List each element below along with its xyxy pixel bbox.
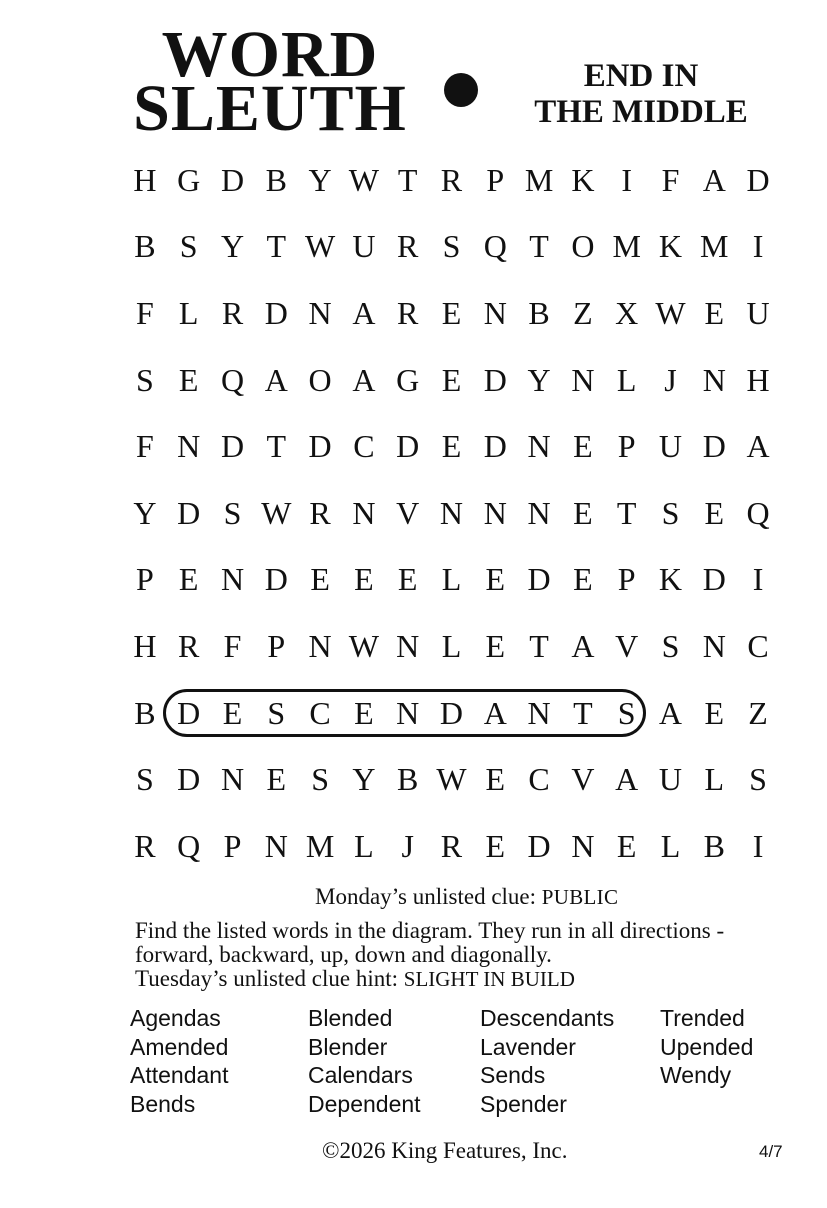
word-list-item: Descendants bbox=[480, 1005, 615, 1031]
grid-cell[interactable]: P bbox=[617, 561, 636, 598]
grid-cell[interactable]: R bbox=[134, 827, 156, 864]
grid-cell[interactable]: I bbox=[621, 161, 632, 198]
grid-cell[interactable]: E bbox=[222, 694, 243, 731]
grid-cell[interactable]: R bbox=[397, 294, 419, 331]
grid-cell[interactable]: O bbox=[571, 228, 595, 265]
grid-cell[interactable]: L bbox=[616, 361, 637, 398]
grid-cell[interactable]: S bbox=[617, 694, 636, 731]
grid-cell[interactable]: A bbox=[746, 428, 770, 465]
word-list-item: Attendant bbox=[130, 1062, 229, 1088]
grid-cell[interactable]: E bbox=[354, 561, 374, 598]
found-word-oval bbox=[163, 689, 646, 737]
grid-cell[interactable]: Y bbox=[308, 161, 332, 198]
grid-cell[interactable]: T bbox=[266, 428, 287, 465]
grid-cell[interactable]: D bbox=[483, 428, 507, 465]
grid-cell[interactable]: C bbox=[528, 761, 550, 798]
grid-cell[interactable]: E bbox=[310, 561, 330, 598]
tuesday-clue bbox=[135, 967, 785, 991]
copyright-notice: ©2026 King Features, Inc. bbox=[322, 1138, 568, 1163]
grid-cell[interactable]: W bbox=[655, 294, 686, 331]
grid-cell[interactable]: R bbox=[178, 627, 200, 664]
grid-cell[interactable]: S bbox=[311, 761, 329, 798]
grid-cell[interactable]: H bbox=[133, 161, 157, 198]
title-line-1: WORD bbox=[161, 18, 379, 91]
grid-cell[interactable]: S bbox=[749, 761, 767, 798]
grid-cell[interactable]: A bbox=[352, 294, 376, 331]
grid-cell[interactable]: U bbox=[352, 228, 376, 265]
word-column-3 bbox=[480, 1004, 614, 1118]
grid-cell[interactable]: K bbox=[571, 161, 595, 198]
page-number: 4/7 bbox=[759, 1142, 783, 1161]
grid-cell[interactable]: Q bbox=[483, 228, 507, 265]
grid-cell[interactable]: K bbox=[658, 561, 683, 598]
grid-cell[interactable]: J bbox=[664, 361, 677, 398]
word-column-4 bbox=[660, 1004, 753, 1090]
grid-cell[interactable]: I bbox=[752, 561, 764, 598]
grid-cell[interactable]: D bbox=[527, 827, 551, 864]
grid-cell[interactable]: T bbox=[397, 161, 418, 198]
grid-cell[interactable]: B bbox=[397, 761, 419, 798]
grid-cell[interactable]: Q bbox=[746, 494, 770, 531]
grid-cell[interactable]: Z bbox=[748, 694, 768, 731]
word-list-item: Lavender bbox=[480, 1033, 576, 1060]
grid-cell[interactable]: N bbox=[527, 694, 551, 731]
grid-cell[interactable]: N bbox=[571, 361, 595, 398]
grid-cell[interactable]: E bbox=[178, 361, 199, 398]
word-list-item: Agendas bbox=[130, 1005, 221, 1031]
word-list-item: Amended bbox=[130, 1033, 229, 1060]
word-list-item: Upended bbox=[660, 1033, 754, 1060]
grid-cell[interactable]: A bbox=[483, 694, 507, 731]
grid-cell[interactable]: B bbox=[134, 694, 156, 731]
grid-cell[interactable]: U bbox=[746, 294, 770, 331]
grid-cell[interactable]: L bbox=[354, 827, 374, 864]
grid-cell[interactable]: N bbox=[396, 694, 420, 731]
grid-cell[interactable]: V bbox=[571, 761, 595, 798]
grid-cell[interactable]: B bbox=[134, 228, 156, 265]
word-list-item: Trended bbox=[660, 1005, 745, 1031]
grid-cell[interactable]: D bbox=[746, 161, 770, 198]
grid-cell[interactable]: E bbox=[441, 428, 462, 465]
grid-cell[interactable]: E bbox=[485, 827, 506, 864]
grid-cell[interactable]: N bbox=[527, 494, 551, 531]
grid-cell[interactable]: X bbox=[615, 294, 639, 331]
grid-cell[interactable]: E bbox=[573, 561, 593, 598]
grid-cell[interactable]: D bbox=[220, 428, 245, 465]
grid-cell[interactable]: V bbox=[615, 627, 639, 664]
title-line-2: SLEUTH bbox=[133, 72, 407, 145]
grid-cell[interactable]: E bbox=[485, 627, 506, 664]
word-list-item: Wendy bbox=[660, 1062, 732, 1088]
grid-cell[interactable]: D bbox=[527, 561, 551, 598]
grid-cell[interactable]: N bbox=[483, 294, 507, 331]
grid-cell[interactable]: E bbox=[266, 761, 287, 798]
grid-cell[interactable]: C bbox=[353, 428, 375, 465]
grid-cell[interactable]: H bbox=[133, 627, 157, 664]
grid-cell[interactable]: Y bbox=[220, 228, 245, 265]
grid-cell[interactable]: L bbox=[441, 561, 462, 598]
grid-cell[interactable]: P bbox=[136, 561, 154, 598]
word-column-1 bbox=[130, 1004, 228, 1118]
grid-cell[interactable]: P bbox=[267, 627, 286, 664]
grid-cell[interactable]: F bbox=[661, 161, 680, 198]
grid-cell[interactable]: A bbox=[571, 627, 595, 664]
grid-cell[interactable]: Y bbox=[133, 494, 157, 531]
grid-cell[interactable]: E bbox=[704, 494, 725, 531]
grid-cell[interactable]: N bbox=[483, 494, 507, 531]
grid-cell[interactable]: E bbox=[704, 694, 725, 731]
letter-grid[interactable] bbox=[123, 147, 780, 880]
grid-cell[interactable]: R bbox=[309, 494, 331, 531]
monday-clue-label: Monday’s unlisted clue: bbox=[315, 884, 537, 909]
grid-cell[interactable]: E bbox=[573, 428, 593, 465]
grid-cell[interactable]: E bbox=[441, 361, 462, 398]
grid-cell[interactable]: R bbox=[440, 827, 463, 864]
word-list-item: Blender bbox=[308, 1033, 388, 1060]
grid-cell[interactable]: M bbox=[524, 161, 554, 198]
word-list-item: Calendars bbox=[308, 1062, 413, 1088]
grid-cell[interactable]: Y bbox=[527, 361, 551, 398]
puzzle-title bbox=[120, 18, 420, 145]
grid-cell[interactable]: M bbox=[305, 827, 335, 864]
grid-cell[interactable]: N bbox=[702, 627, 726, 664]
grid-cell[interactable]: E bbox=[485, 761, 506, 798]
word-list-item: Dependent bbox=[308, 1090, 421, 1117]
grid-cell[interactable]: D bbox=[702, 561, 726, 598]
grid-cell[interactable]: Q bbox=[220, 361, 245, 398]
grid-cell[interactable]: N bbox=[352, 494, 376, 531]
grid-cell[interactable]: S bbox=[136, 361, 154, 398]
grid-cell[interactable]: A bbox=[615, 761, 639, 798]
grid-cell[interactable]: N bbox=[571, 827, 595, 864]
grid-cell[interactable]: W bbox=[304, 228, 336, 265]
grid-cell[interactable]: A bbox=[352, 361, 376, 398]
grid-cell[interactable]: L bbox=[704, 761, 725, 798]
monday-clue-answer: PUBLIC bbox=[541, 885, 619, 909]
grid-cell[interactable]: T bbox=[616, 494, 637, 531]
grid-cell[interactable]: L bbox=[660, 827, 681, 864]
theme-line-2: THE MIDDLE bbox=[534, 94, 748, 130]
grid-cell[interactable]: D bbox=[439, 694, 464, 731]
grid-cell[interactable]: K bbox=[658, 228, 683, 265]
tuesday-clue-answer: SLIGHT IN BUILD bbox=[403, 967, 575, 991]
grid-cell[interactable]: J bbox=[401, 827, 414, 864]
grid-cell[interactable]: L bbox=[441, 627, 462, 664]
grid-cell[interactable]: W bbox=[261, 494, 292, 531]
grid-cell[interactable]: D bbox=[220, 161, 245, 198]
grid-cell[interactable]: R bbox=[221, 294, 244, 331]
word-list-item: Blended bbox=[308, 1005, 393, 1031]
grid-cell[interactable]: C bbox=[309, 694, 331, 731]
grid-cell[interactable]: S bbox=[223, 494, 242, 531]
monday-clue bbox=[315, 885, 618, 909]
grid-cell[interactable]: R bbox=[397, 228, 419, 265]
grid-cell[interactable]: B bbox=[265, 161, 287, 198]
grid-cell[interactable]: M bbox=[612, 228, 641, 265]
grid-cell[interactable]: T bbox=[266, 228, 287, 265]
grid-cell[interactable]: W bbox=[436, 761, 467, 798]
grid-cell[interactable]: S bbox=[267, 694, 286, 731]
grid-cell[interactable]: T bbox=[529, 627, 549, 664]
grid-cell[interactable]: N bbox=[220, 561, 245, 598]
grid-cell[interactable]: U bbox=[658, 428, 683, 465]
bullet-dot bbox=[444, 73, 478, 107]
word-list-item: Sends bbox=[480, 1062, 546, 1088]
grid-cell[interactable]: T bbox=[529, 228, 549, 265]
grid-cell[interactable]: I bbox=[752, 827, 764, 864]
grid-cell[interactable]: D bbox=[702, 428, 726, 465]
grid-cell[interactable]: F bbox=[136, 428, 154, 465]
grid-cell[interactable]: O bbox=[308, 361, 332, 398]
grid-cell[interactable]: A bbox=[264, 361, 288, 398]
grid-cell[interactable]: N bbox=[177, 428, 201, 465]
grid-cell[interactable]: N bbox=[527, 428, 551, 465]
grid-cell[interactable]: Y bbox=[352, 761, 376, 798]
grid-cell[interactable]: F bbox=[136, 294, 154, 331]
grid-cell[interactable]: E bbox=[178, 561, 199, 598]
grid-cell[interactable]: D bbox=[177, 694, 201, 731]
grid-cell[interactable]: D bbox=[264, 561, 288, 598]
grid-cell[interactable]: B bbox=[528, 294, 550, 331]
grid-cell[interactable]: L bbox=[178, 294, 199, 331]
tuesday-clue-label: Tuesday’s unlisted clue hint: bbox=[135, 966, 399, 991]
instructions-block bbox=[135, 919, 785, 991]
grid-cell[interactable]: T bbox=[573, 694, 593, 731]
grid-cell[interactable]: V bbox=[396, 494, 420, 531]
grid-cell[interactable]: S bbox=[661, 627, 680, 664]
grid-cell[interactable]: N bbox=[308, 294, 332, 331]
grid-cell[interactable]: E bbox=[441, 294, 462, 331]
grid-cell[interactable]: N bbox=[396, 627, 420, 664]
grid-cell[interactable]: G bbox=[177, 161, 201, 198]
grid-cell[interactable]: N bbox=[702, 361, 726, 398]
instructions-text: Find the listed words in the diagram. They run in all directions - forward, backward, up, down and diagonally. bbox=[135, 918, 725, 967]
grid-cell[interactable]: I bbox=[752, 228, 764, 265]
grid-cell[interactable]: G bbox=[396, 361, 420, 398]
grid-cell[interactable]: A bbox=[702, 161, 726, 198]
grid-cell[interactable]: E bbox=[616, 827, 637, 864]
grid-cell[interactable]: N bbox=[308, 627, 332, 664]
grid-cell[interactable]: F bbox=[223, 627, 242, 664]
grid-cell[interactable]: U bbox=[658, 761, 683, 798]
grid-cell[interactable]: D bbox=[177, 494, 201, 531]
word-list-item: Spender bbox=[480, 1090, 567, 1117]
word-list-item: Bends bbox=[130, 1090, 196, 1117]
grid-cell[interactable]: E bbox=[354, 694, 374, 731]
grid-cell[interactable]: D bbox=[483, 361, 507, 398]
grid-cell[interactable]: W bbox=[348, 161, 379, 198]
grid-cell[interactable]: S bbox=[442, 228, 461, 265]
grid-cell[interactable]: Q bbox=[177, 827, 201, 864]
grid-cell[interactable]: N bbox=[264, 827, 288, 864]
grid-cell[interactable]: S bbox=[136, 761, 154, 798]
grid-cell[interactable]: R bbox=[440, 161, 463, 198]
grid-cell[interactable]: C bbox=[747, 627, 769, 664]
grid-cell[interactable]: S bbox=[661, 494, 680, 531]
grid-cell[interactable]: A bbox=[658, 694, 683, 731]
grid-cell[interactable]: E bbox=[704, 294, 725, 331]
grid-cell[interactable]: N bbox=[439, 494, 464, 531]
grid-cell[interactable]: H bbox=[746, 361, 770, 398]
grid-cell[interactable]: D bbox=[396, 428, 420, 465]
grid-cell[interactable]: N bbox=[220, 761, 245, 798]
grid-cell[interactable]: M bbox=[700, 228, 729, 265]
theme-line-1: END IN bbox=[583, 58, 699, 94]
grid-cell[interactable]: E bbox=[485, 561, 506, 598]
grid-cell[interactable]: S bbox=[179, 228, 198, 265]
grid-cell[interactable]: Z bbox=[573, 294, 593, 331]
grid-cell[interactable]: W bbox=[348, 627, 379, 664]
puzzle-theme bbox=[510, 58, 772, 130]
grid-cell[interactable]: E bbox=[573, 494, 593, 531]
grid-cell[interactable]: D bbox=[308, 428, 332, 465]
grid-cell[interactable]: P bbox=[617, 428, 636, 465]
grid-cell[interactable]: B bbox=[703, 827, 725, 864]
grid-cell[interactable]: D bbox=[177, 761, 201, 798]
grid-cell[interactable]: E bbox=[397, 561, 418, 598]
grid-cell[interactable]: P bbox=[223, 827, 242, 864]
word-column-2 bbox=[308, 1004, 421, 1118]
grid-cell[interactable]: D bbox=[264, 294, 288, 331]
grid-cell[interactable]: P bbox=[486, 161, 505, 198]
